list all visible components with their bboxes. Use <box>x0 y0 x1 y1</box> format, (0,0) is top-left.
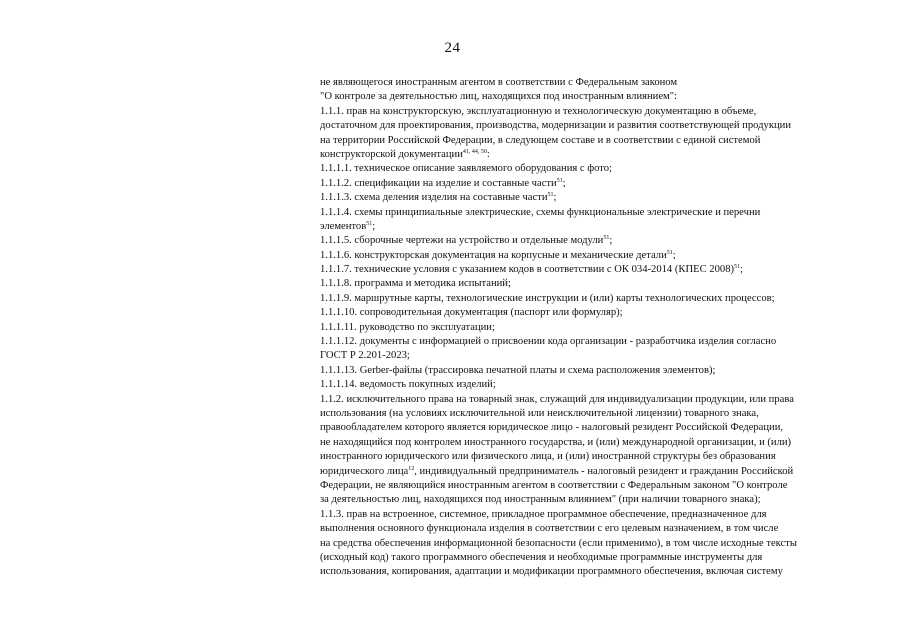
line-text: 1.1.1.10. сопроводительная документация (паспорт или формуляр); <box>320 307 623 319</box>
text-line <box>320 105 868 119</box>
line-text: использования, копирования, адаптации и модификации программного обеспечения, включая систему <box>320 566 783 578</box>
text-line <box>320 565 868 579</box>
line-text: достаточном для проектирования, производства, модернизации и развития соответствующей продукции <box>320 120 791 132</box>
line-text: выполнения основного функционала изделия в соответствии с его целевым назначением, в том числе <box>320 523 779 535</box>
text-line <box>320 349 868 363</box>
text-line <box>320 76 868 90</box>
footnote-reference: 51 <box>603 235 610 242</box>
line-text: конструкторской документации <box>320 148 463 160</box>
text-line <box>320 177 868 191</box>
text-line <box>320 436 868 450</box>
line-text-tail: : <box>486 148 490 160</box>
text-line <box>320 148 868 162</box>
text-line <box>320 134 868 148</box>
footnote-reference: 51 <box>734 264 741 271</box>
line-text: не являющегося иностранным агентом в соответствии с Федеральным законом <box>320 77 678 88</box>
text-line <box>320 493 868 507</box>
line-text: 1.1.2. исключительного права на товарный знак, служащий для индивидуализации продукции, или права <box>320 393 794 405</box>
text-line <box>320 421 868 435</box>
text-line <box>320 407 868 421</box>
line-text: элементов <box>320 220 367 232</box>
text-line <box>320 479 868 493</box>
line-text: не находящийся под контролем иностранного государства, и (или) международной организации, и (или) <box>320 436 792 448</box>
line-text: 1.1.1.8. программа и методика испытаний; <box>320 278 511 290</box>
text-line <box>320 306 868 320</box>
line-text-tail: ; <box>562 177 566 189</box>
line-text: 1.1.1.5. сборочные чертежи на устройство и отдельные модули <box>320 235 604 247</box>
footnote-reference: 12 <box>408 465 415 472</box>
line-text: 1.1.1.14. ведомость покупных изделий; <box>320 379 496 391</box>
text-line <box>320 364 868 378</box>
line-text: 1.1.1. прав на конструкторскую, эксплуатационную и технологическую документацию в объеме, <box>320 105 757 117</box>
text-line <box>320 220 868 234</box>
line-text: 1.1.1.11. руководство по эксплуатации; <box>320 321 495 333</box>
line-text: за деятельностью лиц, находящихся под иностранным влиянием" (при наличии товарного знака); <box>320 494 761 506</box>
line-text: правообладателем которого является юридическое лицо - налоговый резидент Российской Федерации, <box>320 422 784 434</box>
text-line <box>320 234 868 248</box>
line-text: на территории Российской Федерации, в следующем составе и в соответствии с единой системой <box>320 134 761 146</box>
page-number: 24 <box>444 40 461 56</box>
text-line <box>320 378 868 392</box>
line-text: 1.1.3. прав на встроенное, системное, прикладное программное обеспечение, предназначенное для <box>320 508 767 520</box>
line-text: ГОСТ Р 2.201-2023; <box>320 350 410 362</box>
line-text-tail: ; <box>740 264 743 276</box>
line-text: юридического лица <box>320 465 409 477</box>
line-text: 1.1.1.6. конструкторская документация на корпусные и механические детали <box>320 249 667 261</box>
line-text: 1.1.1.13. Gerber-файлы (трассировка печатной платы и схема расположения элементов); <box>320 364 716 376</box>
text-line <box>320 450 868 464</box>
line-text: 1.1.1.2. спецификации на изделие и составные части <box>320 177 557 189</box>
line-text: 1.1.1.4. схемы принципиальные электрические, схемы функциональные электрические и перечни <box>320 206 761 218</box>
line-text: 1.1.1.1. техническое описание заявляемого оборудования с фото; <box>320 163 612 175</box>
line-text-tail: ; <box>553 192 557 204</box>
line-text: на средства обеспечения информационной безопасности (если применимо), в том числе исходные тексты <box>320 537 797 549</box>
text-line <box>320 508 868 522</box>
text-line <box>320 249 868 263</box>
footnote-reference: 41, 44, 50 <box>462 148 487 155</box>
text-line <box>320 537 868 551</box>
line-text-tail: ; <box>372 220 376 232</box>
text-line <box>320 292 868 306</box>
text-line <box>320 162 868 176</box>
footnote-reference: 51 <box>556 177 563 184</box>
text-line <box>320 263 868 277</box>
document-body <box>320 76 868 580</box>
line-text-tail: , индивидуальный предприниматель - налоговый резидент и гражданин Российской <box>414 465 794 477</box>
text-line <box>320 90 868 104</box>
line-text: 1.1.1.12. документы с информацией о присвоении кода организации - разработчика изделия согласно <box>320 336 777 348</box>
text-line <box>320 465 868 479</box>
text-line <box>320 277 868 291</box>
text-line <box>320 119 868 133</box>
text-line <box>320 335 868 349</box>
text-line <box>320 551 868 565</box>
footnote-reference: 51 <box>666 249 673 256</box>
text-line <box>320 206 868 220</box>
line-text: 1.1.1.7. технические условия с указанием кодов в соответствии с ОК 034-2014 (КПЕС 2008) <box>320 264 735 276</box>
line-text: 1.1.1.3. схема деления изделия на составные части <box>320 192 548 204</box>
text-line <box>320 522 868 536</box>
text-line <box>320 393 868 407</box>
line-text: использования (на условиях исключительной или неисключительной лицензии) товарного знака, <box>320 407 759 419</box>
line-text-tail: ; <box>672 249 676 261</box>
line-text: "О контроле за деятельностью лиц, находящихся под иностранным влиянием": <box>320 91 678 103</box>
line-text: иностранного юридического или физического лица, и (или) иностранной структуры без образования <box>320 451 776 463</box>
text-line <box>320 321 868 335</box>
footnote-reference: 51 <box>547 192 554 199</box>
footnote-reference: 51 <box>366 220 373 227</box>
line-text: (исходный код) такого программного обеспечения и необходимые программные инструменты для <box>320 551 763 563</box>
line-text: Федерации, не являющийся иностранным агентом в соответствии с Федеральным законом "О контроле <box>320 479 788 491</box>
text-line <box>320 191 868 205</box>
line-text-tail: ; <box>609 235 613 247</box>
line-text: 1.1.1.9. маршрутные карты, технологические инструкции и (или) карты технологических процессов; <box>320 292 775 304</box>
